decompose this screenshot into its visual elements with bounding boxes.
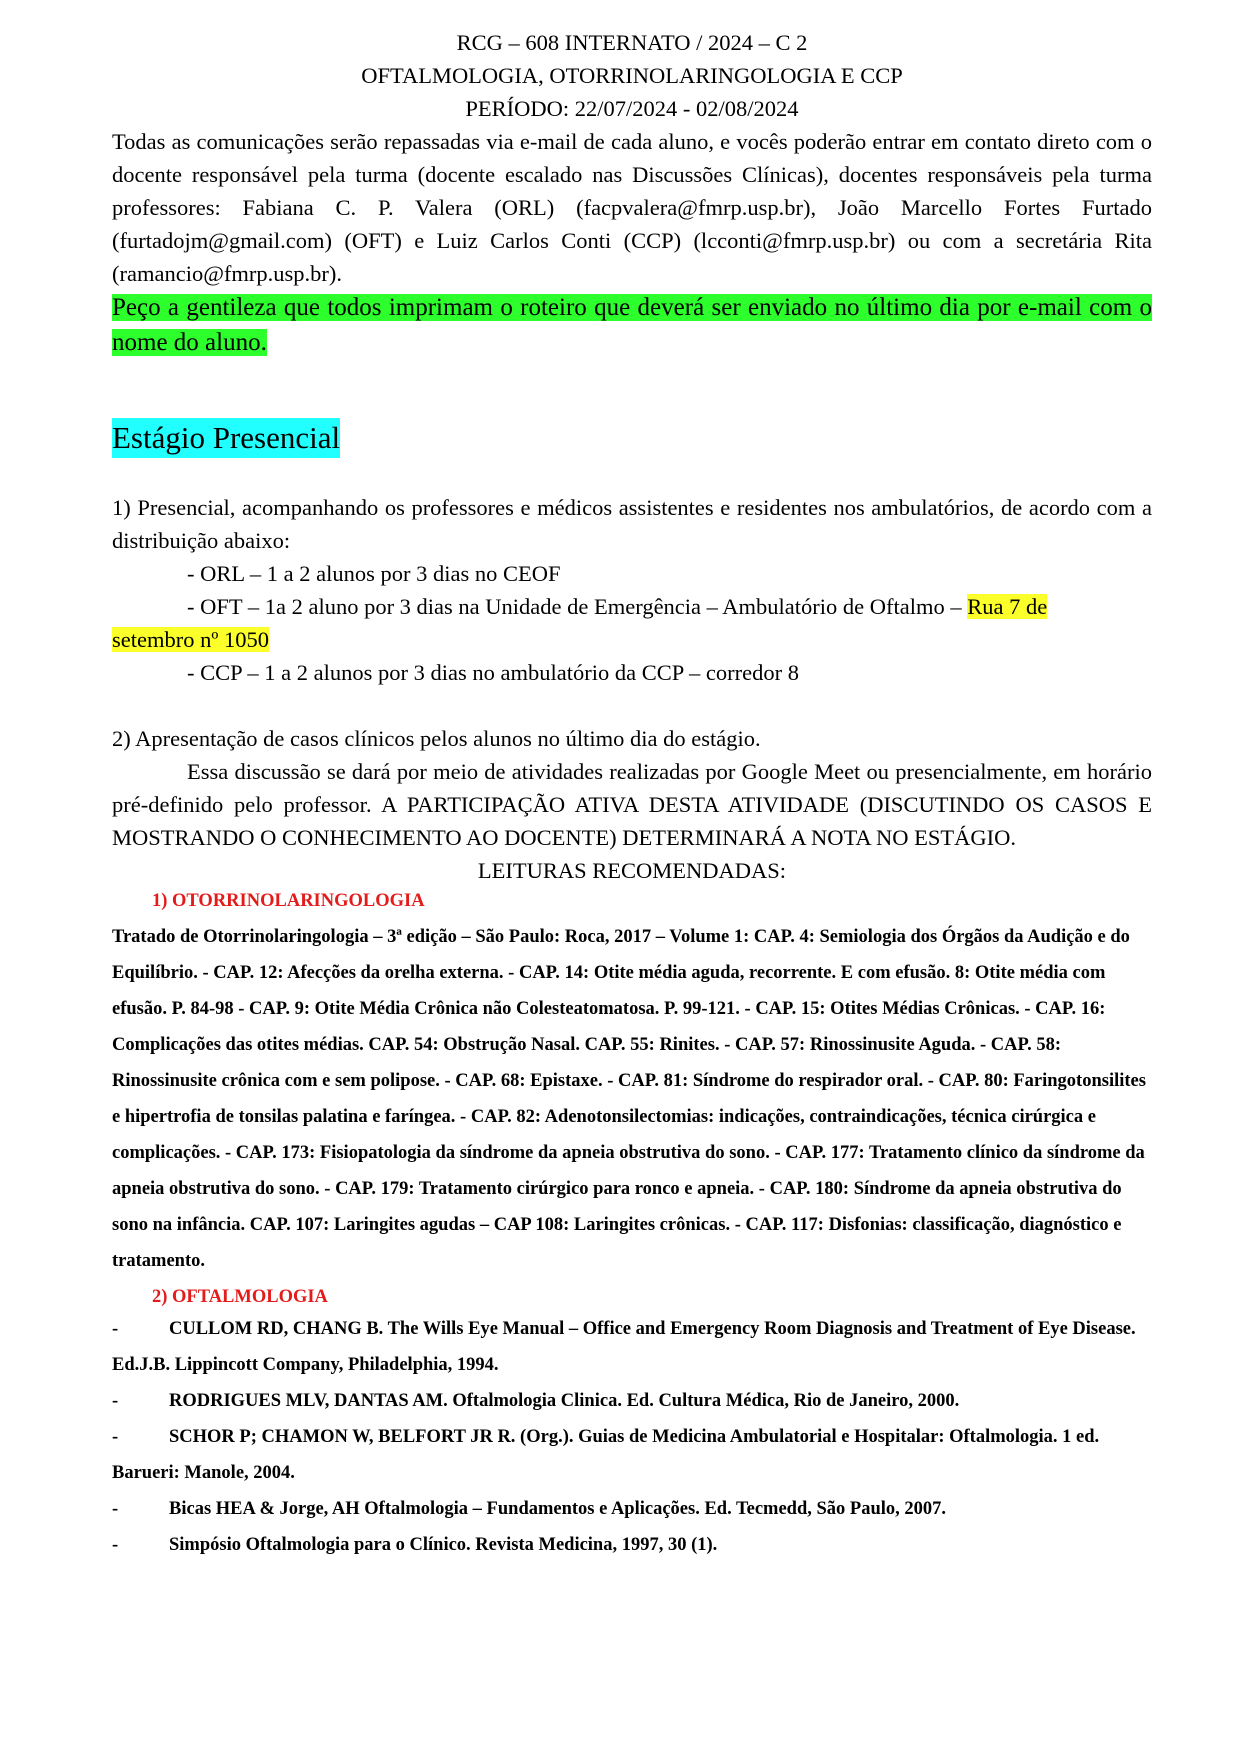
oft-refs-list	[112, 1311, 1152, 1563]
section-title-wrap	[112, 378, 1152, 458]
print-notice-text: Peço a gentileza que todos imprimam o roteiro que deverá ser enviado no último dia por e-mail com o nome do aluno.	[112, 294, 1152, 356]
list-dash: -	[112, 1499, 119, 1519]
oft-ref-text: Bicas HEA & Jorge, AH Oftalmologia – Fundamentos e Aplicações. Ed. Tecmedd, São Paulo, 2007.	[169, 1499, 947, 1519]
oft-ref-item	[112, 1383, 1152, 1419]
list-dash: -	[112, 1319, 119, 1339]
header-subjects: OFTALMOLOGIA, OTORRINOLARINGOLOGIA E CCP	[361, 63, 903, 88]
print-notice	[112, 290, 1152, 360]
readings-title: LEITURAS RECOMENDADAS:	[477, 858, 787, 883]
item2-text: 2) Apresentação de casos clínicos pelos alunos no último dia do estágio.	[112, 726, 761, 751]
orl-refs-text: Tratado de Otorrinolaringologia – 3ª edição – São Paulo: Roca, 2017 – Volume 1: CAP. 4: Semiologia dos Órgãos da Audição e do Equilíbrio. - CAP. 12: Afecções da orelha externa. - CAP. 14: Otite média aguda, recorrente. E com efusão. 8: Otite média com efusão. P. 84-98 - CAP. 9: Otite Média Crônica não Colesteatomatosa. P. 99-121. - CAP. 15: Otites Médias Crônicas. - CAP. 16: Complicações das otites médias. CAP. 54: Obstrução Nasal. CAP. 55: Rinites. - CAP. 57: Rinossinusite Aguda. - CAP. 58: Rinossinusite crônica com e sem polipose. - CAP. 68: Epistaxe. - CAP. 81: Síndrome do respirador oral. - CAP. 80: Faringotonsilites e hipertrofia de tonsilas palatina e faríngea. - CAP. 82: Adenotonsilectomias: indicações, contraindicações, técnica cirúrgica e complicações. - CAP. 173: Fisiopatologia da síndrome da apneia obstrutiva do sono. - CAP. 177: Tratamento clínico da síndrome da apneia obstrutiva do sono. - CAP. 179: Tratamento cirúrgico para ronco e apneia. - CAP. 180: Síndrome da apneia obstrutiva do sono na infância. CAP. 107: Laringites agudas – CAP 108: Laringites crônicas. - CAP. 117: Disfonias: classificação, diagnóstico e tratamento.	[112, 927, 1146, 1271]
oft-ref-item	[112, 1491, 1152, 1527]
oft-ref-text: CULLOM RD, CHANG B. The Wills Eye Manual – Office and Emergency Room Diagnosis and Treatment of Eye Disease. Ed.J.B. Lippincott Company, Philadelphia, 1994.	[112, 1319, 1136, 1375]
oft-ref-item	[112, 1527, 1152, 1563]
oft-ref-text: RODRIGUES MLV, DANTAS AM. Oftalmologia Clinica. Ed. Cultura Médica, Rio de Janeiro, 2000.	[169, 1391, 960, 1411]
oft-ref-item	[112, 1311, 1152, 1383]
header-course-code: RCG – 608 INTERNATO / 2024 – C 2	[456, 30, 808, 55]
item1-oft-text: - OFT – 1a 2 aluno por 3 dias na Unidade de Emergência – Ambulatório de Oftalmo –	[187, 594, 968, 619]
list-dash: -	[112, 1427, 119, 1447]
list-dash: -	[112, 1535, 119, 1555]
list-dash: -	[112, 1391, 119, 1411]
item1-oft-address-a: Rua 7 de	[967, 594, 1048, 619]
item1-text: 1) Presencial, acompanhando os professores e médicos assistentes e residentes nos ambulatórios, de acordo com a distribuição abaixo:	[112, 495, 1152, 553]
item1-oft	[112, 590, 1152, 656]
item1-ccp: - CCP – 1 a 2 alunos por 3 dias no ambulatório da CCP – corredor 8	[187, 660, 800, 685]
item1-orl: - ORL – 1 a 2 alunos por 3 dias no CEOF	[187, 561, 561, 586]
section-title: Estágio Presencial	[112, 418, 340, 458]
oft-ref-text: SCHOR P; CHAMON W, BELFORT JR R. (Org.). Guias de Medicina Ambulatorial e Hospitalar: Oftalmologia. 1 ed. Barueri: Manole, 2004.	[112, 1427, 1100, 1483]
spacer	[112, 458, 1152, 491]
oft-ref-text: Simpósio Oftalmologia para o Clínico. Revista Medicina, 1997, 30 (1).	[169, 1535, 718, 1555]
intro-paragraph: Todas as comunicações serão repassadas via e-mail de cada aluno, e vocês poderão entrar em contato direto com o docente responsável pela turma (docente escalado nas Discussões Clínicas), docentes responsáveis pela turma professores: Fabiana C. P. Valera (ORL) (facpvalera@fmrp.usp.br), João Marcello Fortes Furtado (furtadojm@gmail.com) (OFT) e Luiz Carlos Conti (CCP) (lcconti@fmrp.usp.br) ou com a secretária Rita (ramancio@fmrp.usp.br).	[112, 129, 1152, 286]
document-page	[112, 26, 1152, 1563]
oft-ref-item	[112, 1419, 1152, 1491]
item1-oft-address-b: setembro nº 1050	[112, 627, 269, 652]
spacer	[112, 689, 1152, 722]
oft-refs-heading: 2) OFTALMOLOGIA	[152, 1287, 328, 1307]
item2-detail: Essa discussão se dará por meio de atividades realizadas por Google Meet ou presencialmente, em horário pré-definido pelo professor. A PARTICIPAÇÃO ATIVA DESTA ATIVIDADE (DISCUTINDO OS CASOS E MOSTRANDO O CONHECIMENTO AO DOCENTE) DETERMINARÁ A NOTA NO ESTÁGIO.	[112, 759, 1152, 850]
orl-refs-heading: 1) OTORRINOLARINGOLOGIA	[152, 891, 425, 911]
header-period: PERÍODO: 22/07/2024 - 02/08/2024	[465, 96, 799, 121]
